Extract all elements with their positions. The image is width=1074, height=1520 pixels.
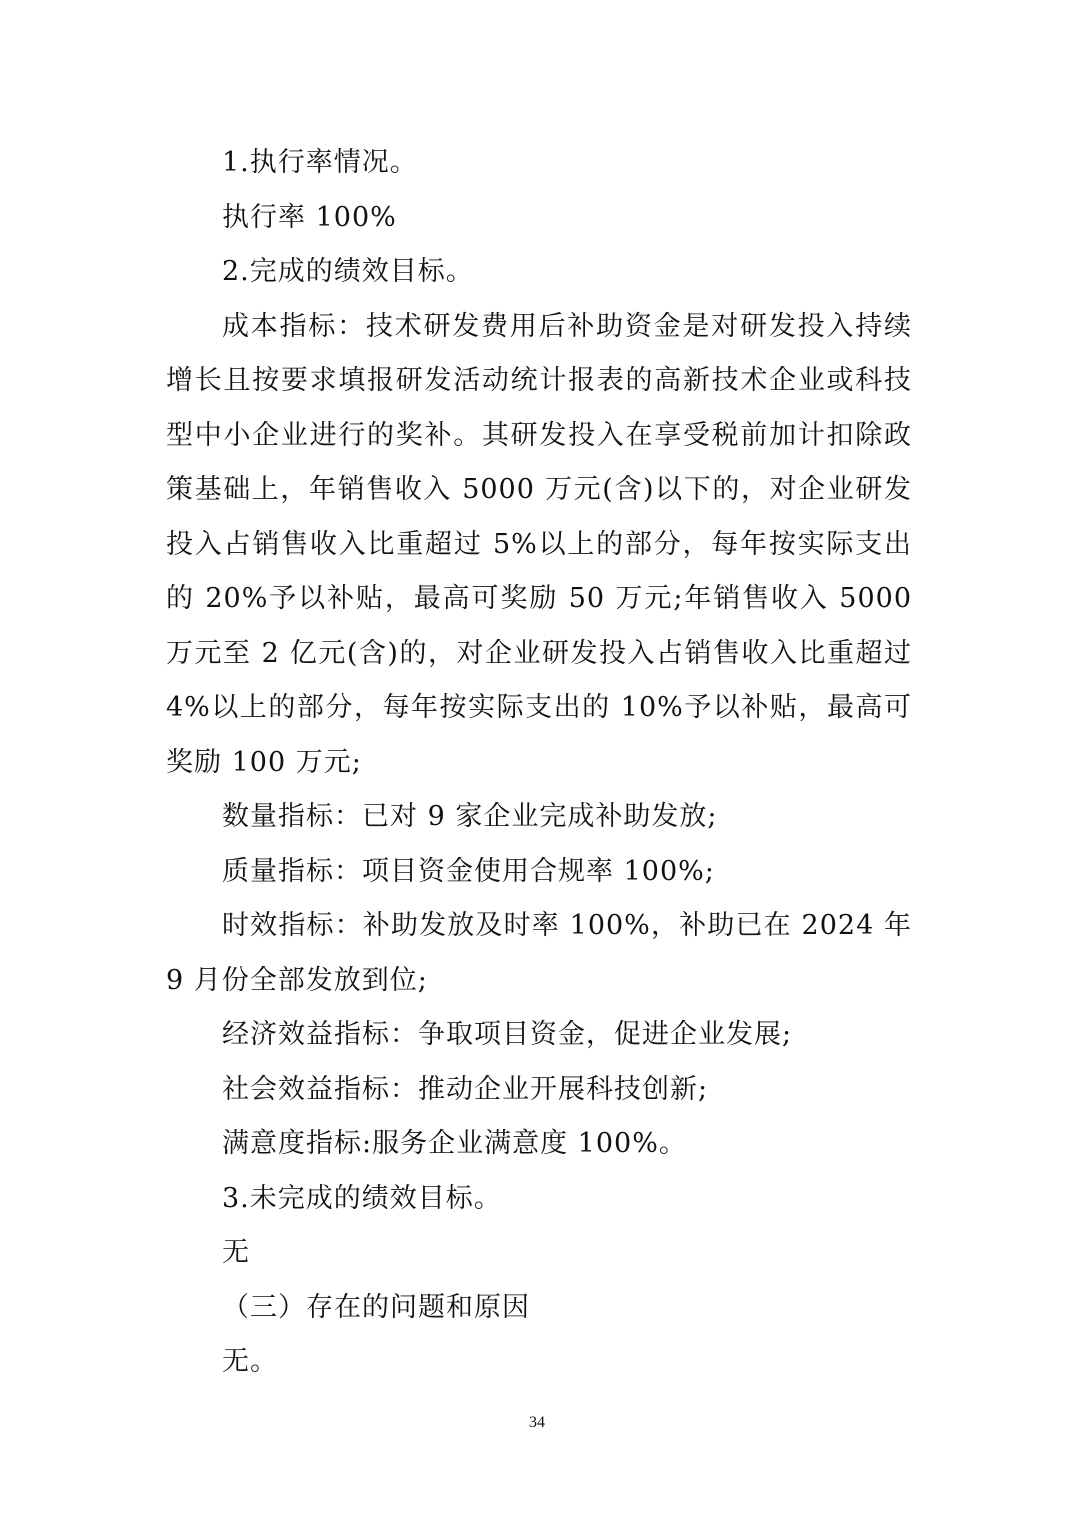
paragraph-completed-goals-heading: 2.完成的绩效目标。	[222, 256, 474, 287]
paragraph-execution-rate-value: 执行率 100%	[222, 201, 397, 233]
paragraph-quantity-indicator: 数量指标：已对 9 家企业完成补助发放;	[222, 801, 718, 832]
paragraph-quality-indicator: 质量指标：项目资金使用合规率 100%;	[222, 855, 715, 887]
paragraph-cost-indicator: 成本指标：技术研发费用后补助资金是对研发投入持续增长且按要求填报研发活动统计报表的高新技术企业或科技型中小企业进行的奖补。其研发投入在享受税前加计扣除政策基础上，年销售收入 5000 万元(含)以下的，对企业研发投入占销售收入比重超过 5%以上的部分，每年按实际支出的 20%予以补贴，最高可奖励 50 万元;年销售收入 5000 万元至 2 亿元(含)的，对企业研发投入占销售收入比重超过 4%以上的部分，每年按实际支出的 10%予以补贴，最高可奖励 100 万元;	[166, 310, 912, 778]
paragraph-social-benefit-indicator: 社会效益指标：推动企业开展科技创新;	[222, 1073, 709, 1105]
paragraph-problems-heading: （三）存在的问题和原因	[222, 1291, 530, 1323]
paragraph-uncompleted-goals-value: 无	[222, 1237, 250, 1268]
paragraph-economic-benefit-indicator: 经济效益指标：争取项目资金，促进企业发展;	[222, 1019, 793, 1050]
paragraph-problems-value: 无。	[222, 1346, 278, 1377]
paragraph-execution-rate-heading: 1.执行率情况。	[222, 147, 418, 178]
paragraph-uncompleted-goals-heading: 3.未完成的绩效目标。	[222, 1182, 502, 1214]
paragraph-satisfaction-indicator: 满意度指标:服务企业满意度 100%。	[222, 1128, 687, 1159]
body-text	[166, 136, 912, 1390]
paragraph-timeliness-indicator: 时效指标：补助发放及时率 100%，补助已在 2024 年 9 月份全部发放到位;	[166, 910, 912, 996]
page-number: 34	[529, 1414, 545, 1431]
